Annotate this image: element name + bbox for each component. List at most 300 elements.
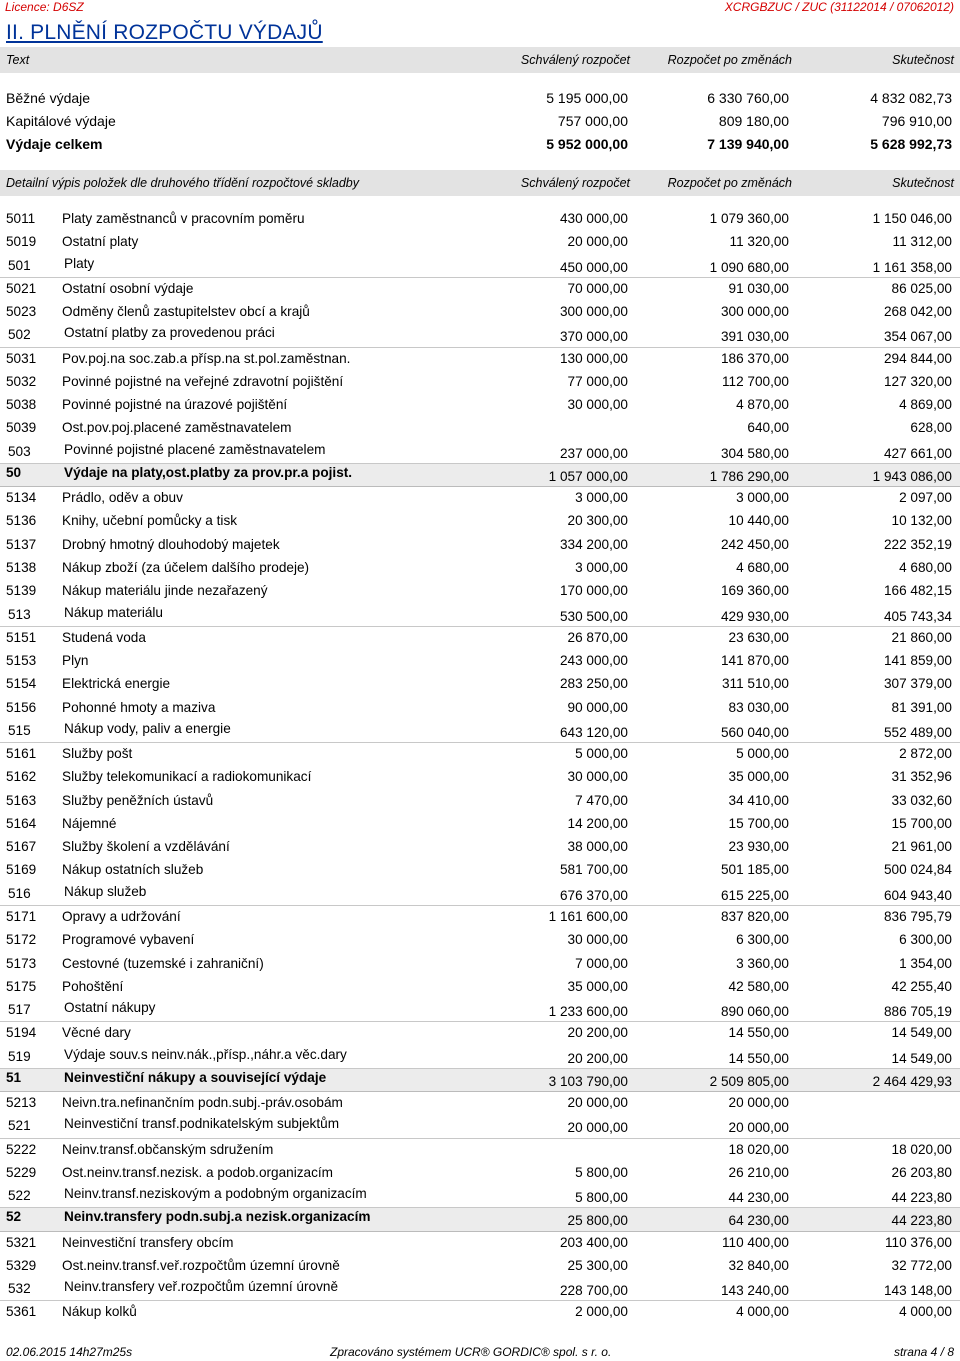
table-row	[0, 1092, 960, 1115]
table-row	[0, 534, 960, 557]
row-approved: 26 870,00	[567, 629, 628, 645]
row-name: Prádlo, oděv a obuv	[62, 490, 183, 506]
row-code: 502	[8, 327, 31, 343]
row-actual: 2 464 429,93	[872, 1073, 952, 1089]
row-code: 5173	[6, 955, 37, 971]
subtotal-row	[0, 324, 960, 347]
row-actual: 4 680,00	[899, 559, 952, 575]
row-code: 515	[8, 722, 31, 738]
row-actual: 14 549,00	[891, 1050, 952, 1066]
row-actual: 42 255,40	[891, 978, 952, 994]
row-code: 5138	[6, 559, 37, 575]
row-code: 5011	[6, 211, 36, 226]
table-row	[0, 1139, 960, 1162]
summary-name: Běžné výdaje	[6, 90, 91, 106]
header-revised: Rozpočet po změnách	[667, 53, 792, 67]
row-actual: 4 869,00	[899, 397, 952, 413]
table-row	[0, 743, 960, 766]
row-actual: 141 859,00	[883, 653, 952, 669]
row-revised: 15 700,00	[728, 815, 789, 831]
row-revised: 14 550,00	[728, 1050, 789, 1066]
row-actual: 14 549,00	[891, 1025, 952, 1041]
subtotal-row	[0, 1185, 960, 1208]
header-text: Detailní výpis položek dle druhového třídění rozpočtové skladby	[6, 176, 359, 190]
row-revised: 169 360,00	[720, 583, 789, 599]
row-approved: 20 200,00	[567, 1025, 628, 1041]
row-actual: 166 482,15	[883, 583, 952, 599]
row-actual: 6 300,00	[899, 932, 952, 948]
row-actual: 31 352,96	[891, 769, 952, 785]
table-row	[0, 766, 960, 789]
row-actual: 86 025,00	[891, 280, 952, 296]
header-approved: Schválený rozpočet	[520, 176, 630, 190]
row-name: Ost.pov.poj.placené zaměstnavatelem	[62, 420, 292, 436]
row-actual: 143 148,00	[883, 1283, 952, 1299]
summary-approved: 5 195 000,00	[546, 90, 628, 106]
row-name: Neinv.transf.občanským sdružením	[62, 1141, 274, 1157]
row-approved: 530 500,00	[559, 608, 628, 624]
row-code: 5032	[6, 373, 37, 389]
row-revised: 11 320,00	[729, 234, 789, 250]
row-name: Pov.poj.na soc.zab.a přísp.na st.pol.zaměstnan.	[62, 350, 351, 366]
row-name: Ostatní osobní výdaje	[62, 280, 194, 296]
row-code: 5171	[6, 908, 37, 924]
row-actual: 21 961,00	[891, 839, 952, 855]
table-row	[0, 1162, 960, 1185]
row-name: Ost.neinv.transf.veř.rozpočtům územní úrovně	[62, 1257, 340, 1273]
row-approved: 203 400,00	[559, 1234, 628, 1250]
row-approved: 3 000,00	[575, 490, 628, 506]
row-approved: 20 300,00	[567, 513, 628, 529]
row-approved: 1 233 600,00	[548, 1004, 628, 1020]
row-approved: 283 250,00	[559, 676, 628, 692]
row-revised: 615 225,00	[720, 887, 789, 903]
row-name: Ostatní platby za provedenou práci	[64, 325, 275, 341]
row-name: Drobný hmotný dlouhodobý majetek	[62, 536, 280, 552]
licence-text: Licence: D6SZ	[5, 0, 84, 14]
subtotal-row	[0, 999, 960, 1022]
row-name: Nákup vody, paliv a energie	[64, 720, 231, 736]
row-code: 50	[6, 464, 22, 480]
table-row	[0, 417, 960, 440]
row-revised: 837 820,00	[720, 908, 789, 924]
row-approved: 2 000,00	[575, 1304, 628, 1320]
row-actual: 2 872,00	[899, 746, 952, 762]
table-row	[0, 929, 960, 952]
row-name: Knihy, učební pomůcky a tisk	[62, 513, 238, 529]
table-row	[0, 859, 960, 882]
row-approved: 20 000,00	[567, 234, 628, 250]
row-name: Výdaje na platy,ost.platby za prov.pr.a pojist.	[64, 464, 353, 480]
row-name: Nájemné	[62, 815, 117, 831]
row-revised: 26 210,00	[728, 1164, 789, 1180]
row-revised: 242 450,00	[720, 536, 789, 552]
table-row	[0, 953, 960, 976]
row-name: Služby školení a vzdělávání	[62, 839, 230, 855]
detail-header	[0, 170, 960, 196]
row-actual: 10 132,00	[891, 513, 952, 529]
row-name: Elektrická energie	[62, 676, 171, 692]
row-code: 5151	[6, 629, 37, 645]
table-row	[0, 673, 960, 696]
row-name: Studená voda	[62, 629, 146, 645]
footer-page: strana 4 / 8	[893, 1345, 954, 1359]
row-actual: 604 943,40	[883, 887, 952, 903]
row-revised: 3 000,00	[736, 490, 789, 506]
footer	[0, 1343, 960, 1361]
row-revised: 20 000,00	[728, 1120, 789, 1136]
row-revised: 44 230,00	[728, 1190, 789, 1206]
row-revised: 300 000,00	[720, 304, 789, 320]
subtotal-row	[0, 1046, 960, 1069]
top-line	[0, 0, 960, 16]
row-name: Neinvestiční transfery obcím	[62, 1234, 234, 1250]
row-actual: 4 000,00	[899, 1304, 952, 1320]
row-code: 5153	[6, 653, 37, 669]
row-actual: 268 042,00	[883, 304, 952, 320]
table-row	[0, 348, 960, 371]
group-total-row	[0, 464, 960, 487]
table-row	[0, 487, 960, 510]
row-approved: 237 000,00	[559, 445, 628, 461]
row-approved: 243 000,00	[559, 653, 628, 669]
table-row	[0, 906, 960, 929]
row-approved: 676 370,00	[559, 887, 628, 903]
row-name: Nákup materiálu jinde nezařazený	[62, 583, 268, 599]
table-row	[0, 278, 960, 301]
row-approved: 3 000,00	[575, 559, 628, 575]
row-name: Neinv.transfery podn.subj.a nezisk.organizacím	[64, 1209, 371, 1225]
row-revised: 32 840,00	[728, 1257, 789, 1273]
row-actual: 81 391,00	[891, 699, 952, 715]
row-approved: 1 161 600,00	[548, 908, 628, 924]
row-actual: 307 379,00	[883, 676, 952, 692]
row-code: 5163	[6, 792, 37, 808]
row-name: Neinv.transfery veř.rozpočtům územní úrovně	[64, 1279, 338, 1295]
row-revised: 304 580,00	[720, 445, 789, 461]
row-revised: 23 630,00	[728, 629, 789, 645]
row-approved: 20 000,00	[567, 1120, 628, 1136]
summary-row-total	[0, 133, 960, 156]
row-approved: 30 000,00	[567, 932, 628, 948]
row-code: 5019	[6, 234, 37, 250]
row-name: Odměny členů zastupitelstev obcí a krajů	[62, 304, 310, 320]
row-actual: 21 860,00	[891, 629, 952, 645]
summary-header	[0, 47, 960, 73]
row-revised: 501 185,00	[720, 862, 789, 878]
row-actual: 1 161 358,00	[872, 259, 952, 275]
row-revised: 4 000,00	[736, 1304, 789, 1320]
row-code: 516	[8, 885, 31, 901]
group-total-row	[0, 1208, 960, 1231]
row-code: 5175	[6, 978, 37, 994]
row-code: 5329	[6, 1257, 37, 1273]
subtotal-row	[0, 255, 960, 278]
row-revised: 83 030,00	[728, 699, 789, 715]
row-actual: 552 489,00	[883, 724, 952, 740]
row-approved: 643 120,00	[559, 724, 628, 740]
row-code: 5136	[6, 513, 37, 529]
detail-table	[0, 208, 960, 1325]
table-row	[0, 510, 960, 533]
row-revised: 311 510,00	[721, 676, 789, 692]
row-name: Nákup zboží (za účelem dalšího prodeje)	[62, 559, 310, 575]
summary-name: Kapitálové výdaje	[6, 113, 116, 129]
row-code: 5321	[6, 1234, 37, 1250]
row-name: Programové vybavení	[62, 932, 195, 948]
row-revised: 4 870,00	[736, 397, 789, 413]
header-text: Text	[6, 53, 30, 67]
row-revised: 186 370,00	[720, 350, 789, 366]
row-actual: 628,00	[910, 420, 952, 436]
table-row	[0, 1232, 960, 1255]
row-code: 5134	[6, 490, 37, 506]
row-revised: 18 020,00	[728, 1141, 789, 1157]
row-approved: 30 000,00	[567, 769, 628, 785]
row-name: Povinné pojistné na úrazové pojištění	[62, 397, 288, 413]
row-code: 5031	[6, 350, 37, 366]
row-actual: 294 844,00	[883, 350, 952, 366]
row-actual: 18 020,00	[891, 1141, 952, 1157]
subtotal-row	[0, 604, 960, 627]
header-approved: Schválený rozpočet	[520, 53, 630, 67]
row-name: Věcné dary	[62, 1025, 131, 1041]
table-row	[0, 836, 960, 859]
row-approved: 25 300,00	[567, 1257, 628, 1273]
table-row	[0, 697, 960, 720]
row-actual: 222 352,19	[883, 536, 952, 552]
row-revised: 35 000,00	[728, 769, 789, 785]
row-approved: 77 000,00	[567, 373, 628, 389]
row-code: 5222	[6, 1141, 37, 1157]
row-actual: 44 223,80	[891, 1213, 952, 1229]
row-approved: 35 000,00	[567, 978, 628, 994]
row-approved: 20 000,00	[567, 1095, 628, 1111]
row-revised: 91 030,00	[728, 280, 789, 296]
row-actual: 1 943 086,00	[872, 468, 952, 484]
summary-approved: 5 952 000,00	[546, 136, 628, 152]
row-approved: 334 200,00	[559, 536, 628, 552]
row-approved: 90 000,00	[567, 699, 628, 715]
row-revised: 141 870,00	[720, 653, 789, 669]
row-code: 501	[8, 257, 31, 273]
table-row	[0, 650, 960, 673]
row-revised: 143 240,00	[720, 1283, 789, 1299]
row-code: 5038	[6, 397, 37, 413]
row-approved: 450 000,00	[559, 259, 628, 275]
table-row	[0, 231, 960, 254]
row-actual: 15 700,00	[891, 815, 952, 831]
table-row	[0, 1301, 960, 1324]
row-approved: 430 000,00	[559, 211, 628, 226]
header-actual: Skutečnost	[892, 176, 954, 190]
row-code: 521	[8, 1118, 31, 1134]
row-name: Služby peněžních ústavů	[62, 792, 214, 808]
row-name: Nákup ostatních služeb	[62, 862, 204, 878]
row-name: Opravy a udržování	[62, 908, 181, 924]
table-row	[0, 580, 960, 603]
row-code: 5137	[6, 536, 37, 552]
row-actual: 1 354,00	[899, 955, 952, 971]
row-actual: 405 743,34	[883, 608, 952, 624]
row-revised: 4 680,00	[736, 559, 789, 575]
row-approved: 20 200,00	[567, 1050, 628, 1066]
row-revised: 64 230,00	[728, 1213, 789, 1229]
row-name: Nákup služeb	[64, 883, 147, 899]
row-revised: 1 079 360,00	[709, 211, 789, 226]
row-code: 52	[6, 1209, 22, 1225]
row-name: Povinné pojistné placené zaměstnavatelem	[64, 441, 326, 457]
row-name: Pohoštění	[62, 978, 124, 994]
table-row	[0, 557, 960, 580]
summary-revised: 809 180,00	[718, 113, 789, 129]
row-approved: 30 000,00	[567, 397, 628, 413]
report-code: XCRGBZUC / ZUC (31122014 / 07062012)	[724, 0, 954, 14]
subtotal-row	[0, 441, 960, 464]
table-row	[0, 394, 960, 417]
row-revised: 890 060,00	[720, 1004, 789, 1020]
row-revised: 14 550,00	[728, 1025, 789, 1041]
summary-revised: 7 139 940,00	[707, 136, 789, 152]
row-approved: 7 000,00	[575, 955, 628, 971]
row-approved: 170 000,00	[559, 583, 628, 599]
footer-timestamp: 02.06.2015 14h27m25s	[6, 1345, 133, 1359]
row-actual: 886 705,19	[883, 1004, 952, 1020]
row-approved: 25 800,00	[567, 1213, 628, 1229]
row-code: 5139	[6, 583, 37, 599]
row-revised: 10 440,00	[728, 513, 789, 529]
row-name: Ost.neinv.transf.nezisk. a podob.organizacím	[62, 1164, 334, 1180]
row-approved: 300 000,00	[559, 304, 628, 320]
row-code: 51	[6, 1069, 22, 1085]
row-approved: 14 200,00	[567, 815, 628, 831]
row-name: Neinvestiční nákupy a související výdaje	[64, 1069, 327, 1085]
row-approved: 228 700,00	[559, 1283, 628, 1299]
row-actual: 500 024,84	[883, 862, 952, 878]
row-name: Nákup materiálu	[64, 604, 163, 620]
row-revised: 1 786 290,00	[709, 468, 789, 484]
table-row	[0, 790, 960, 813]
row-code: 503	[8, 443, 31, 459]
row-name: Nákup kolků	[62, 1304, 137, 1320]
table-row	[0, 301, 960, 324]
row-name: Ostatní nákupy	[64, 1000, 156, 1016]
row-actual: 1 150 046,00	[872, 211, 952, 226]
row-revised: 20 000,00	[728, 1095, 789, 1111]
table-row	[0, 627, 960, 650]
footer-system: Zpracováno systémem UCR® GORDIC® spol. s r. o.	[330, 1345, 612, 1359]
subtotal-row	[0, 1278, 960, 1301]
row-code: 517	[8, 1002, 31, 1018]
row-approved: 130 000,00	[559, 350, 628, 366]
row-code: 5172	[6, 932, 37, 948]
row-code: 5039	[6, 420, 37, 436]
summary-row-current	[0, 87, 960, 110]
row-name: Služby pošt	[62, 746, 133, 762]
row-approved: 5 800,00	[575, 1190, 628, 1206]
row-approved: 1 057 000,00	[548, 468, 628, 484]
row-actual: 354 067,00	[883, 329, 952, 345]
row-actual: 11 312,00	[892, 234, 952, 250]
table-row	[0, 1022, 960, 1045]
row-name: Služby telekomunikací a radiokomunikací	[62, 769, 312, 785]
row-code: 5164	[6, 815, 37, 831]
table-row	[0, 813, 960, 836]
row-actual: 110 376,00	[884, 1234, 952, 1250]
header-actual: Skutečnost	[892, 53, 954, 67]
row-revised: 429 930,00	[720, 608, 789, 624]
row-revised: 110 400,00	[721, 1234, 789, 1250]
row-code: 522	[8, 1188, 31, 1204]
row-code: 5156	[6, 699, 37, 715]
row-code: 5213	[6, 1095, 37, 1111]
summary-actual: 4 832 082,73	[870, 90, 952, 106]
row-actual: 44 223,80	[891, 1190, 952, 1206]
table-row	[0, 208, 960, 231]
row-code: 5229	[6, 1164, 37, 1180]
row-approved: 5 000,00	[575, 746, 628, 762]
row-code: 532	[8, 1281, 31, 1297]
summary-row-capital	[0, 110, 960, 133]
row-revised: 2 509 805,00	[709, 1073, 789, 1089]
subtotal-row	[0, 1115, 960, 1138]
row-revised: 391 030,00	[720, 329, 789, 345]
row-name: Pohonné hmoty a maziva	[62, 699, 216, 715]
row-actual: 427 661,00	[883, 445, 952, 461]
row-name: Platy	[64, 255, 95, 271]
row-name: Ostatní platy	[62, 234, 139, 250]
row-revised: 34 410,00	[728, 792, 789, 808]
row-revised: 23 930,00	[728, 839, 789, 855]
row-code: 5161	[6, 746, 37, 762]
row-actual: 2 097,00	[899, 490, 952, 506]
row-revised: 640,00	[747, 420, 789, 436]
row-actual: 33 032,60	[891, 792, 952, 808]
group-total-row	[0, 1069, 960, 1092]
row-actual: 26 203,80	[891, 1164, 952, 1180]
row-approved: 70 000,00	[567, 280, 628, 296]
row-code: 5361	[6, 1304, 37, 1320]
row-name: Neinvestiční transf.podnikatelským subjektům	[64, 1116, 340, 1132]
row-revised: 3 360,00	[736, 955, 789, 971]
header-revised: Rozpočet po změnách	[667, 176, 792, 190]
row-code: 5162	[6, 769, 37, 785]
subtotal-row	[0, 720, 960, 743]
row-name: Neivn.tra.nefinančním podn.subj.-práv.osobám	[62, 1095, 343, 1111]
row-name: Platy zaměstnanců v pracovním poměru	[62, 211, 305, 226]
row-name: Povinné pojistné na veřejné zdravotní pojištění	[62, 373, 344, 389]
row-code: 5169	[6, 862, 37, 878]
table-row	[0, 371, 960, 394]
subtotal-row	[0, 883, 960, 906]
row-actual: 32 772,00	[891, 1257, 952, 1273]
row-name: Neinv.transf.neziskovým a podobným organizacím	[64, 1186, 367, 1202]
row-code: 5021	[6, 280, 37, 296]
row-revised: 1 090 680,00	[709, 259, 789, 275]
row-code: 5023	[6, 304, 37, 320]
row-name: Cestovné (tuzemské i zahraniční)	[62, 955, 264, 971]
row-revised: 5 000,00	[736, 746, 789, 762]
row-name: Plyn	[62, 653, 89, 669]
row-approved: 7 470,00	[575, 792, 628, 808]
row-code: 519	[8, 1048, 31, 1064]
page-title: II. PLNĚNÍ ROZPOČTU VÝDAJŮ	[6, 21, 323, 44]
row-code: 5194	[6, 1025, 37, 1041]
row-approved: 581 700,00	[559, 862, 628, 878]
row-approved: 38 000,00	[567, 839, 628, 855]
summary-approved: 757 000,00	[557, 113, 628, 129]
table-row	[0, 1255, 960, 1278]
